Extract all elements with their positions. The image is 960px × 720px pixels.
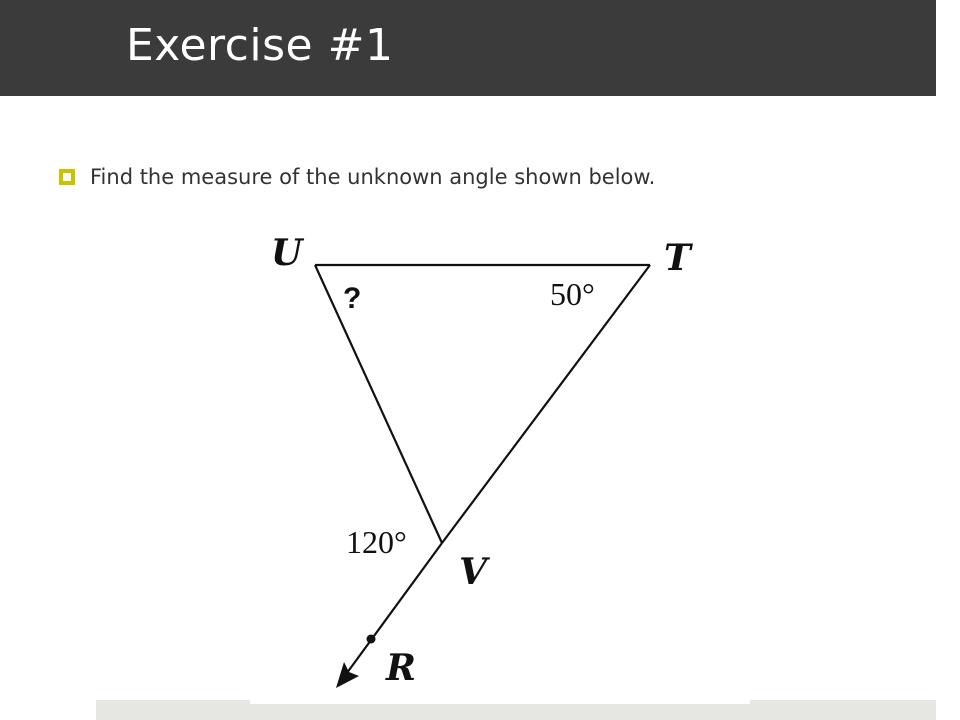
vertex-label-V: V — [459, 551, 487, 593]
vertex-label-R: R — [386, 647, 416, 689]
vertex-label-U: U — [271, 232, 303, 274]
bullet-text: Find the measure of the unknown angle shown below. — [90, 165, 656, 189]
point-R-dot — [367, 635, 376, 644]
angle-label-unknown: ? — [343, 282, 362, 315]
vertex-label-T: T — [664, 237, 691, 279]
angle-label-V-exterior: 120° — [346, 524, 407, 560]
arrowhead-icon — [336, 662, 359, 688]
side-TV — [442, 265, 650, 543]
side-UV — [315, 265, 442, 543]
angle-label-T: 50° — [550, 276, 595, 312]
footer-divider — [250, 700, 750, 704]
slide-title: Exercise #1 — [126, 20, 394, 71]
